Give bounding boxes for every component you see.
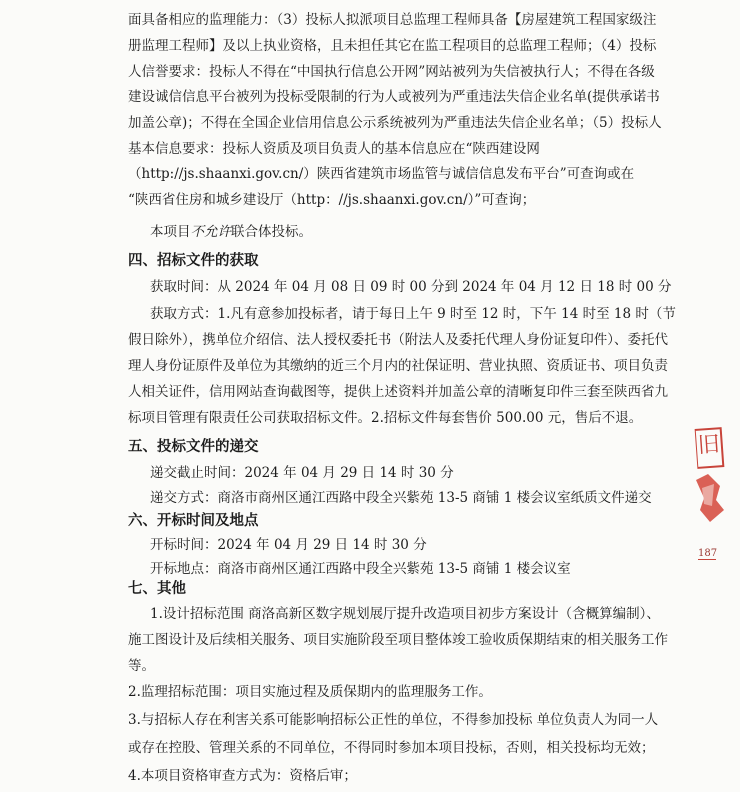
acquire-method-line: 获取方式：1.凡有意参加投标者，请于每日上午 9 时至 12 时，下午 14 时至 18 时（节 <box>150 306 676 322</box>
submit-deadline: 递交截止时间：2024 年 04 月 29 日 14 时 30 分 <box>150 465 454 481</box>
other-item-3-line: 3.与招标人存在利害关系可能影响招标公正性的单位，不得参加投标 单位负责人为同一人 <box>128 712 659 728</box>
text-line: 建设诚信信息平台被列为投标受限制的行为人或被列为严重违法失信企业名单(提供承诺书 <box>128 89 660 105</box>
acquire-method-line: 假日除外），携单位介绍信、法人授权委托书（附法人及委托代理人身份证复印件）、委托代 <box>128 332 668 348</box>
consortium-line <box>150 222 740 242</box>
margin-red-seal-fragment <box>690 470 730 526</box>
margin-page-number: 187 <box>698 548 718 559</box>
text-line: 册监理工程师】及以上执业资格，且未担任其它在监工程项目的总监理工程师；（4）投标 <box>128 38 657 54</box>
section-heading-7: 七、其他 <box>128 581 186 597</box>
text-line: 基本信息要求：投标人资质及项目负责人的基本信息应在“陕西建设网 <box>128 141 540 157</box>
section-heading-5: 五、投标文件的递交 <box>128 439 259 455</box>
other-item-1-line: 1.设计招标范围 商洛高新区数字规划展厅提升改造项目初步方案设计（含概算编制）、 <box>150 606 660 622</box>
text-line: 人信誉要求：投标人不得在“中国执行信息公开网”网站被列为失信被执行人；不得在各级 <box>128 64 655 80</box>
text-line: “陕西省住房和城乡建设厅（http：//js.shaanxi.gov.cn/）”可查询； <box>128 192 536 208</box>
other-item-4: 4.本项目资格审查方式为：资格后审； <box>128 768 357 784</box>
section-heading-4: 四、招标文件的获取 <box>128 253 259 269</box>
other-item-2: 2.监理招标范围：项目实施过程及质保期内的监理服务工作。 <box>128 684 492 700</box>
acquire-method-line: 人相关证件，信用网站查询截图等，提供上述资料并加盖公章的清晰复印件三套至陕西省九 <box>128 384 668 400</box>
opening-time: 开标时间：2024 年 04 月 29 日 14 时 30 分 <box>150 537 427 553</box>
other-item-1-line: 等。 <box>128 658 155 674</box>
acquire-time: 获取时间：从 2024 年 04 月 08 日 09 时 00 分到 2024 年 04 月 12 日 18 时 00 分 <box>150 279 672 295</box>
text-line: 加盖公章)；不得在全国企业信用信息公示系统被列为严重违法失信企业名单；（5）投标人 <box>128 115 662 131</box>
acquire-method-line: 理人身份证原件及单位为其缴纳的近三个月内的社保证明、营业执照、资质证书、项目负责 <box>128 358 668 374</box>
section-heading-6: 六、开标时间及地点 <box>128 513 259 529</box>
submit-method: 递交方式：商洛市商州区通江西路中段全兴紫苑 13-5 商铺 1 楼会议室纸质文件递交 <box>150 490 652 506</box>
margin-stamp-mark: 旧 <box>695 427 725 469</box>
consortium-suffix: 联合体投标。 <box>231 224 312 240</box>
consortium-prefix: 本项目 <box>150 224 191 240</box>
opening-place: 开标地点：商洛市商州区通江西路中段全兴紫苑 13-5 商铺 1 楼会议室 <box>150 561 571 577</box>
acquire-method-line: 标项目管理有限责任公司获取招标文件。2.招标文件每套售价 500.00 元，售后不退。 <box>128 410 643 426</box>
other-item-3-line: 或存在控股、管理关系的不同单位，不得同时参加本项目投标，否则，相关投标均无效； <box>128 740 655 756</box>
text-line: （http://js.shaanxi.gov.cn/）陕西省建筑市场监管与诚信信息发布平台”可查询或在 <box>128 166 635 182</box>
consortium-emphasis: 不允许 <box>190 224 231 240</box>
other-item-1-line: 施工图设计及后续相关服务、项目实施阶段至项目整体竣工验收质保期结束的相关服务工作 <box>128 632 668 648</box>
text-line: 面具备相应的监理能力：（3）投标人拟派项目总监理工程师具备【房屋建筑工程国家级注 <box>128 12 657 28</box>
